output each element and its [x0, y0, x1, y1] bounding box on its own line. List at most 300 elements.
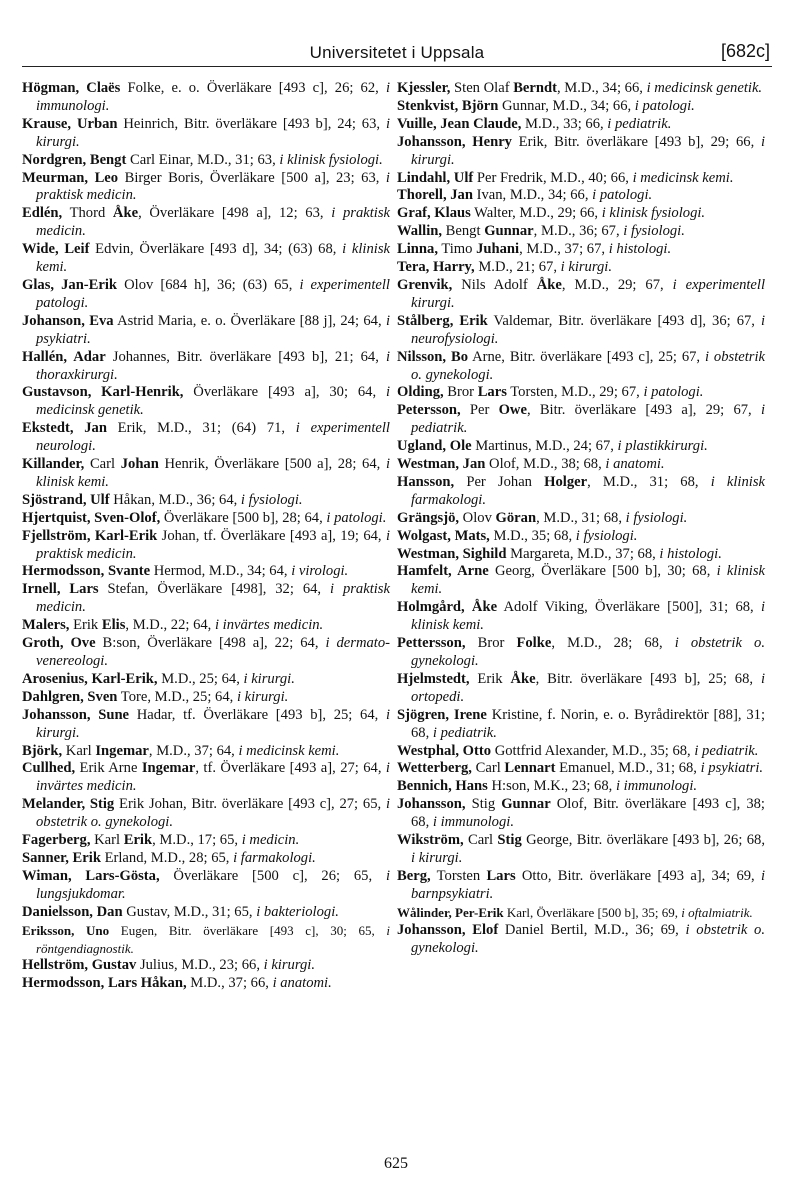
entry-surname: Sanner, Erik — [22, 849, 101, 866]
entry-specialty: i patologi. — [634, 97, 695, 114]
entry-surname: Wikström, — [397, 832, 464, 849]
entry-details: Erik — [469, 670, 511, 687]
entry-specialty: i fysiologi. — [575, 527, 638, 544]
entry-surname: Graf, Klaus — [397, 205, 471, 222]
register-entry — [397, 402, 765, 438]
entry-details: Timo — [437, 241, 477, 258]
entry-specialty: i fysiologi. — [625, 509, 688, 526]
entry-details: Olof, Bitr. överläkare [493 c], 38; 68, — [411, 796, 765, 831]
register-entry — [22, 313, 390, 349]
register-entry — [22, 957, 390, 975]
entry-details: Karl — [90, 832, 124, 849]
entry-specialty: i praktisk medicin. — [36, 581, 390, 616]
entry-details: Erik, Bitr. överläkare [493 b], 29; 66, — [511, 133, 761, 150]
register-entry — [397, 187, 765, 205]
entry-specialty: i virologi. — [291, 563, 349, 580]
register-entry — [22, 349, 390, 385]
entry-specialty: i kirurgi. — [411, 133, 765, 168]
entry-details: Emanuel, M.D., 31; 68, — [555, 760, 701, 777]
register-entry — [22, 671, 390, 689]
entry-details: Gustav, M.D., 31; 65, — [122, 903, 257, 920]
entry-surname: Lindahl, Ulf — [397, 169, 474, 186]
entry-surname: Krause, Urban — [22, 115, 118, 132]
entry-surname: Pettersson, — [397, 635, 466, 652]
entry-details: Birger Boris, Överläkare [500 a], 23; 63, — [118, 169, 386, 186]
entry-specialty: i psykiatri. — [700, 760, 764, 777]
entry-details: Johan, tf. Överläkare [493 a], 19; 64, — [157, 527, 386, 544]
entry-specialty: i klinisk farmakologi. — [411, 473, 765, 508]
register-entry — [22, 420, 390, 456]
entry-details: M.D., 21; 67, — [474, 259, 561, 276]
entry-surname: Johansson, Elof — [397, 921, 499, 938]
entry-specialty: i klinisk kemi. — [411, 563, 765, 598]
entry-details: Erland, M.D., 28; 65, — [100, 849, 234, 866]
entry-specialty: i bakteriologi. — [256, 903, 339, 920]
entry-surname: Berg, — [397, 867, 431, 884]
entry-details: Karl — [62, 742, 96, 759]
entry-surname: Irnell, Lars — [22, 581, 99, 598]
entry-specialty: i medicinsk genetik. — [36, 384, 390, 419]
entry-call-name: Ingemar — [95, 742, 149, 759]
entry-details: Adolf Viking, Överläkare [500], 31; 68, — [497, 599, 761, 616]
entry-call-name: Åke — [112, 205, 139, 222]
entry-details: Henrik, Överläkare [500 a], 28; 64, — [158, 456, 386, 473]
entry-specialty: i invärtes medicin. — [214, 617, 324, 634]
entry-details: Överläkare [500 b], 28; 64, — [160, 509, 327, 526]
entry-call-name: Johan — [120, 456, 159, 473]
entry-details: Georg, Överläkare [500 b], 30; 68, — [488, 563, 717, 580]
entry-details: Bror — [443, 384, 478, 401]
entry-specialty: i praktisk medicin. — [36, 169, 390, 204]
entry-details: Överläkare [500 c], 26; 65, — [159, 867, 386, 884]
entry-surname: Bennich, Hans — [397, 778, 488, 795]
register-entry — [22, 868, 390, 904]
entry-surname: Hermodsson, Lars Håkan, — [22, 975, 187, 992]
entry-details: Per Fredrik, M.D., 40; 66, — [473, 169, 633, 186]
entry-surname: Wiman, Lars-Gösta, — [22, 867, 160, 884]
entry-specialty: i obstetrik o. gynekologi. — [411, 921, 765, 956]
entry-call-name: Göran — [495, 509, 537, 526]
entry-details: , M.D., 36; 67, — [533, 223, 624, 240]
entry-details: Överläkare [493 a], 30; 64, — [183, 384, 386, 401]
entry-surname: Arosenius, Karl-Erik, — [22, 670, 158, 687]
entry-surname: Hansson, — [397, 473, 455, 490]
entry-call-name: Juhani — [476, 241, 520, 258]
entry-specialty: i anatomi. — [272, 975, 332, 992]
register-entry — [397, 259, 765, 277]
entry-details: , M.D., 34; 66, — [556, 80, 647, 96]
entry-surname: Eriksson, Uno — [22, 922, 110, 938]
entry-specialty: i neurofysiologi. — [411, 312, 765, 347]
entry-surname: Grenvik, — [397, 276, 453, 293]
register-entry — [397, 635, 765, 671]
register-entry — [397, 349, 765, 385]
entry-specialty: i patologi. — [592, 187, 653, 204]
entry-specialty: i experimentell neurologi. — [36, 420, 390, 455]
register-entry — [22, 241, 390, 277]
entry-surname: Olding, — [397, 384, 444, 401]
entry-details: Walter, M.D., 29; 66, — [470, 205, 602, 222]
entry-details: Otto, Bitr. överläkare [493 a], 34; 69, — [515, 867, 761, 884]
entry-surname: Björk, — [22, 742, 63, 759]
register-entry — [397, 904, 765, 922]
entry-details: Erik Johan, Bitr. överläkare [493 c], 27; 65, — [114, 796, 386, 813]
entry-surname: Wetterberg, — [397, 760, 472, 777]
entry-specialty: i klinisk kemi. — [36, 456, 390, 490]
running-header — [22, 40, 772, 67]
entry-details: Torsten, M.D., 29; 67, — [506, 384, 644, 401]
entry-surname: Westman, Sighild — [397, 545, 507, 562]
register-entry — [397, 313, 765, 349]
entry-surname: Johanson, Eva — [22, 312, 114, 329]
entry-specialty: i klinisk fysiologi. — [601, 205, 706, 222]
entry-surname: Stenkvist, Björn — [397, 97, 499, 114]
entry-details: , M.D., 17; 65, — [152, 832, 242, 849]
register-entry — [397, 832, 765, 868]
entry-details: B:son, Överläkare [498 a], 22; 64, — [95, 635, 326, 652]
entry-call-name: Erik — [123, 832, 153, 849]
entry-surname: Malers, — [22, 617, 70, 634]
register-entry — [397, 223, 765, 241]
register-entry — [397, 438, 765, 456]
entry-surname: Killander, — [22, 456, 85, 473]
entry-specialty: i pediatrik. — [694, 742, 759, 759]
entry-surname: Hermodsson, Svante — [22, 563, 151, 580]
entry-details: , M.D., 22; 64, — [125, 617, 215, 634]
entry-details: Eugen, Bitr. överläkare [493 c], 30; 65, — [109, 922, 387, 938]
entry-details: Astrid Maria, e. o. Överläkare [88 j], 24; 64, — [113, 312, 386, 329]
register-entry — [22, 384, 390, 420]
entry-specialty: i kirurgi. — [36, 706, 390, 741]
entry-details: , Överläkare [498 a], 12; 63, — [138, 205, 332, 222]
register-entry — [22, 492, 390, 510]
entry-details: Martinus, M.D., 24; 67, — [471, 438, 618, 455]
register-entry — [397, 170, 765, 188]
entry-surname: Hellström, Gustav — [22, 957, 137, 974]
entry-surname: Johansson, Sune — [22, 706, 130, 723]
header-title: Universitetet i Uppsala — [309, 43, 485, 62]
entry-surname: Linna, — [397, 241, 438, 258]
entry-details: H:son, M.K., 23; 68, — [487, 778, 616, 795]
register-entry — [397, 134, 765, 170]
entry-details: Carl Einar, M.D., 31; 63, — [126, 151, 280, 168]
entry-details: Hadar, tf. Överläkare [493 b], 25; 64, — [129, 706, 386, 723]
entry-specialty: i plastikkirurgi. — [617, 438, 708, 455]
entry-call-name: Gunnar — [501, 796, 551, 813]
entry-call-name: Åke — [510, 670, 536, 687]
entry-specialty: i experimentell patologi. — [36, 276, 390, 311]
register-entry — [397, 474, 765, 510]
register-entry — [22, 510, 390, 528]
entry-specialty: i barnpsykiatri. — [411, 867, 766, 902]
entry-specialty: i immunologi. — [36, 80, 390, 114]
entry-details: , M.D., 29; 67, — [561, 276, 673, 293]
entry-call-name: Åke — [536, 276, 562, 293]
entry-specialty: i pediatrik. — [432, 724, 497, 741]
entry-specialty: i röntgendiagnostik. — [36, 922, 390, 956]
entry-surname: Edlén, — [22, 205, 63, 222]
entry-surname: Groth, Ove — [22, 635, 96, 652]
entry-specialty: i farmakologi. — [233, 849, 316, 866]
register-entry — [22, 832, 390, 850]
register-entry — [22, 581, 390, 617]
entry-specialty: i medicin. — [241, 832, 300, 849]
entry-surname: Westphal, Otto — [397, 742, 492, 759]
register-entry — [22, 975, 390, 993]
entry-details: Carl — [471, 760, 505, 777]
register-entry — [397, 796, 765, 832]
register-entry — [397, 384, 765, 402]
entry-details: Carl — [84, 456, 121, 473]
entry-details: Stig — [465, 796, 502, 813]
register-entry — [22, 904, 390, 922]
entry-details: Julius, M.D., 23; 66, — [136, 957, 264, 974]
register-entry — [397, 205, 765, 223]
register-entry — [397, 760, 765, 778]
register-entry — [397, 80, 765, 98]
entry-surname: Wallin, — [397, 223, 443, 240]
entry-surname: Hjelmstedt, — [397, 670, 470, 687]
entry-details: Ivan, M.D., 34; 66, — [472, 187, 593, 204]
register-entry — [22, 707, 390, 743]
entry-details: George, Bitr. överläkare [493 b], 26; 68, — [521, 832, 765, 849]
entry-details: M.D., 37; 66, — [186, 975, 273, 992]
entry-surname: Wålinder, Per-Erik — [397, 904, 504, 920]
entry-details: Edvin, Överläkare [493 d], 34; (63) 68, — [89, 241, 343, 258]
entry-surname: Melander, Stig — [22, 796, 115, 813]
register-entry — [397, 671, 765, 707]
entry-details: Kristine, f. Norin, e. o. Byrådirektör [88], 31; 68, — [411, 706, 765, 741]
entry-specialty: i kirurgi. — [411, 849, 463, 866]
entry-details: Carl — [463, 832, 498, 849]
entry-surname: Tera, Harry, — [397, 259, 475, 276]
register-entry — [397, 743, 765, 761]
entry-call-name: Folke — [516, 635, 552, 652]
entry-call-name: Lars — [486, 867, 516, 884]
register-entry — [22, 456, 390, 492]
entry-specialty: i medicinsk kemi. — [238, 742, 340, 759]
register-entry — [22, 635, 390, 671]
entry-details: Gunnar, M.D., 34; 66, — [498, 97, 635, 114]
entry-surname: Stålberg, Erik — [397, 312, 488, 329]
entry-call-name: Berndt — [513, 80, 557, 96]
register-entry — [397, 241, 765, 259]
entry-surname: Cullhed, — [22, 760, 76, 777]
entry-surname: Johansson, — [397, 796, 466, 813]
entry-surname: Glas, Jan-Erik — [22, 276, 118, 293]
entry-details: Stefan, Överläkare [498], 32; 64, — [98, 581, 330, 598]
entry-details: Per — [460, 402, 499, 419]
entry-call-name: Owe — [498, 402, 527, 419]
entry-details: Olov [684 h], 36; (63) 65, — [117, 276, 300, 293]
register-entry — [22, 80, 390, 116]
entry-details: Bror — [465, 635, 517, 652]
entry-details: , M.D., 37; 67, — [519, 241, 609, 258]
register-entry — [397, 98, 765, 116]
register-entry — [22, 528, 390, 564]
register-entry — [22, 205, 390, 241]
entry-surname: Högman, Claës — [22, 80, 121, 96]
entry-details: Erik, M.D., 31; (64) 71, — [106, 420, 296, 437]
entry-details: Heinrich, Bitr. överläkare [493 b], 24; 63, — [117, 115, 386, 132]
entry-specialty: i invärtes medicin. — [36, 760, 390, 795]
entry-surname: Hamfelt, Arne — [397, 563, 489, 580]
entry-call-name: Elis — [101, 617, 126, 634]
entry-specialty: i pediatrik. — [607, 115, 672, 132]
entry-details: Olov — [459, 509, 496, 526]
entry-details: Johannes, Bitr. överläkare [493 b], 21; 64, — [105, 348, 386, 365]
entry-specialty: i medicinsk kemi. — [632, 169, 734, 186]
entry-specialty: i thoraxkirurgi. — [36, 348, 391, 383]
register-entry — [397, 510, 765, 528]
register-entry — [22, 617, 390, 635]
entry-details: , M.D., 31; 68, — [536, 509, 626, 526]
entry-surname: Ugland, Ole — [397, 438, 472, 455]
entry-details: Gottfrid Alexander, M.D., 35; 68, — [491, 742, 695, 759]
entry-specialty: i kirurgi. — [36, 115, 390, 150]
entry-details: Nils Adolf — [452, 276, 537, 293]
entry-specialty: i immunologi. — [615, 778, 698, 795]
entry-call-name: Stig — [497, 832, 522, 849]
entry-specialty: i fysiologi. — [623, 223, 685, 240]
entry-call-name: Holger — [544, 473, 588, 490]
entry-surname: Westman, Jan — [397, 456, 486, 473]
header-page-ref: [682c] — [720, 41, 770, 61]
entry-details: M.D., 25; 64, — [157, 670, 244, 687]
entry-surname: Gustavson, Karl-Henrik, — [22, 384, 184, 401]
entry-call-name: Gunnar — [484, 223, 534, 240]
entry-surname: Wolgast, Mats, — [397, 527, 490, 544]
entry-specialty: i patologi. — [326, 509, 387, 526]
entry-surname: Sjögren, Irene — [397, 706, 487, 723]
entry-specialty: i praktisk medicin. — [36, 527, 390, 562]
entry-specialty: i fysiologi. — [240, 491, 303, 508]
entry-specialty: i klinisk kemi. — [411, 599, 765, 634]
entry-details: Erik Arne — [75, 760, 142, 777]
register-entry — [397, 563, 765, 599]
entry-details: Folke, e. o. Överläkare [493 c], 26; 62, — [120, 80, 386, 96]
entry-specialty: i obstetrik o. gynekologi. — [411, 348, 765, 383]
entry-surname: Nordgren, Bengt — [22, 151, 127, 168]
entry-specialty: i kirurgi. — [243, 670, 295, 687]
entry-surname: Sjöstrand, Ulf — [22, 491, 110, 508]
entry-details: , tf. Överläkare [493 a], 27; 64, — [195, 760, 386, 777]
register-entry — [22, 796, 390, 832]
entry-surname: Grängsjö, — [397, 509, 460, 526]
entry-specialty: i anatomi. — [605, 456, 665, 473]
entry-specialty: i immunologi. — [432, 814, 514, 831]
entry-specialty: i pediatrik. — [411, 402, 765, 437]
entry-surname: Hjertquist, Sven-Olof, — [22, 509, 161, 526]
entry-details: , M.D., 28; 68, — [551, 635, 675, 652]
page-number: 625 — [384, 1155, 408, 1172]
register-entry — [22, 689, 390, 707]
register-entry — [22, 152, 390, 170]
entry-details: Margareta, M.D., 37; 68, — [506, 545, 660, 562]
entry-specialty: i kirurgi. — [236, 688, 289, 705]
entry-surname: Johansson, Henry — [397, 133, 512, 150]
entry-details: , Bitr. överläkare [493 a], 29; 67, — [526, 402, 761, 419]
entry-details: , M.D., 37; 64, — [148, 742, 239, 759]
entry-specialty: i ortopedi. — [411, 670, 765, 705]
entry-specialty: i medicinsk genetik. — [646, 80, 763, 96]
register-entry — [22, 563, 390, 581]
entry-surname: Kjessler, — [397, 80, 451, 96]
entry-details: Karl, Överläkare [500 b], 35; 69, — [503, 904, 682, 920]
entry-surname: Thorell, Jan — [397, 187, 473, 204]
entry-surname: Wide, Leif — [22, 241, 90, 258]
entry-surname: Holmgård, Åke — [397, 599, 498, 616]
entry-specialty: i patologi. — [643, 384, 704, 401]
entry-surname: Danielsson, Dan — [22, 903, 123, 920]
entry-call-name: Lars — [477, 384, 507, 401]
register-entry — [397, 546, 765, 564]
entry-details: Valdemar, Bitr. överläkare [493 d], 36; 67, — [487, 312, 761, 329]
entry-surname: Ekstedt, Jan — [22, 420, 107, 437]
entry-details: Arne, Bitr. överläkare [493 c], 25; 67, — [468, 348, 705, 365]
entry-specialty: i dermato-venereologi. — [36, 635, 390, 669]
entry-specialty: i praktisk medicin. — [36, 205, 390, 240]
entry-details: Tore, M.D., 25; 64, — [117, 688, 237, 705]
entry-specialty: i oftalmiatrik. — [681, 904, 753, 920]
entry-details: , Bitr. överläkare [493 b], 25; 68, — [535, 670, 761, 687]
entry-surname: Dahlgren, Sven — [22, 688, 118, 705]
register-entry — [22, 116, 390, 152]
entry-details: Hermod, M.D., 34; 64, — [150, 563, 292, 580]
entry-details: Erik — [69, 617, 102, 634]
entry-details: M.D., 33; 66, — [521, 115, 608, 132]
register-entry — [22, 277, 390, 313]
entry-surname: Fjellström, Karl-Erik — [22, 527, 158, 544]
entry-specialty: i histologi. — [608, 241, 672, 258]
register-entry — [397, 707, 765, 743]
entry-surname: Petersson, — [397, 402, 461, 419]
entry-specialty: i kirurgi. — [560, 259, 612, 276]
entry-specialty: i obstetrik o. gynekologi. — [411, 635, 765, 669]
left-column — [22, 80, 390, 993]
entry-specialty: i lungsjukdomar. — [36, 867, 390, 902]
entry-details: M.D., 35; 68, — [489, 527, 576, 544]
entry-details: Per Johan — [454, 473, 545, 490]
entry-details: Håkan, M.D., 36; 64, — [109, 491, 241, 508]
entry-details: , M.D., 31; 68, — [587, 473, 711, 490]
entry-details: Bengt — [442, 223, 485, 240]
entry-specialty: i experimentell kirurgi. — [411, 276, 766, 311]
register-entry — [397, 528, 765, 546]
entry-call-name: Lennart — [504, 760, 556, 777]
register-entry — [397, 868, 765, 904]
entry-surname: Fagerberg, — [22, 832, 91, 849]
entry-call-name: Ingemar — [141, 760, 196, 777]
entry-surname: Meurman, Leo — [22, 169, 119, 186]
entry-details: Daniel Bertil, M.D., 36; 69, — [498, 921, 686, 938]
right-column — [397, 80, 765, 957]
entry-details: Torsten — [430, 867, 487, 884]
entry-details: Thord — [62, 205, 113, 222]
register-entry — [22, 850, 390, 868]
register-entry — [22, 760, 390, 796]
register-entry — [22, 170, 390, 206]
entry-specialty: i psykiatri. — [36, 312, 391, 347]
register-entry — [397, 599, 765, 635]
entry-specialty: i klinisk fysiologi. — [279, 151, 383, 168]
entry-specialty: i histologi. — [659, 545, 722, 562]
entry-details: Olof, M.D., 38; 68, — [485, 456, 606, 473]
entry-surname: Hallén, Adar — [22, 348, 106, 365]
entry-specialty: i kirurgi. — [263, 957, 315, 974]
entry-specialty: i obstetrik o. gynekologi. — [36, 796, 391, 831]
register-entry — [22, 922, 390, 958]
